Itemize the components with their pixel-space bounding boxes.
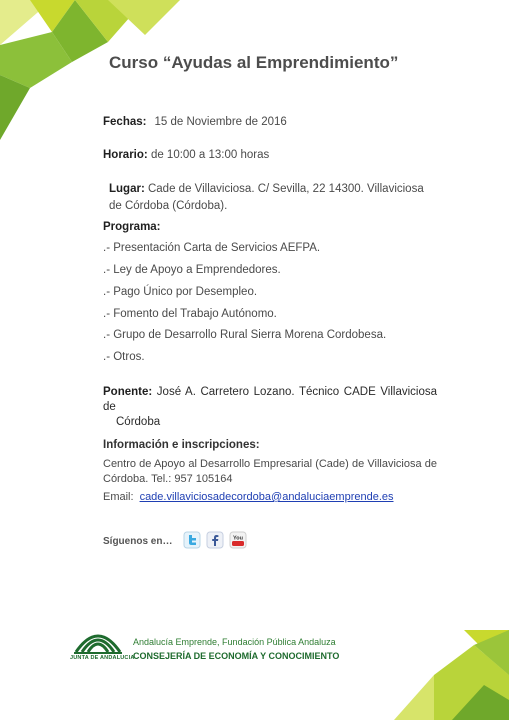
programa-item: .- Grupo de Desarrollo Rural Sierra Morena Cordobesa. [103, 329, 387, 341]
ponente-value: José A. Carretero Lozano. Técnico CADE Villaviciosa de [103, 386, 438, 413]
footer-line-2: CONSEJERÍA DE ECONOMÍA Y CONOCIMIENTO [133, 651, 340, 661]
junta-andalucia-logo [70, 622, 126, 656]
horario-value: de 10:00 a 13:00 horas [150, 149, 270, 161]
email-row [103, 491, 394, 503]
programa-heading [103, 221, 161, 233]
ponente-label: Ponente: [103, 386, 153, 398]
youtube-icon[interactable] [229, 531, 247, 549]
page-title: Curso “Ayudas al Emprendimiento” [109, 53, 399, 72]
social-label: Síguenos en… [103, 536, 173, 547]
informacion-text: Centro de Apoyo al Desarrollo Empresarial (Cade) de Villaviciosa de Córdoba. Tel.: 957 105164 [103, 458, 437, 485]
programa-item: .- Presentación Carta de Servicios AEFPA. [103, 242, 321, 254]
fechas-value: 15 de Noviembre de 2016 [154, 116, 287, 128]
lugar-label: Lugar: [109, 183, 145, 195]
programa-item: .- Ley de Apoyo a Emprendedores. [103, 264, 281, 276]
ponente-value-cont: Córdoba [116, 416, 161, 428]
email-link[interactable]: cade.villaviciosadecordoba@andaluciaemprende.es [139, 491, 394, 503]
programa-item: .- Fomento del Trabajo Autónomo. [103, 308, 277, 320]
programa-label: Programa: [103, 221, 161, 233]
twitter-icon[interactable] [183, 531, 201, 549]
fechas-label: Fechas: [103, 116, 147, 128]
programa-item: .- Pago Único por Desempleo. [103, 286, 258, 298]
footer-line-1: Andalucía Emprende, Fundación Pública Andaluza [133, 637, 336, 647]
horario-label: Horario: [103, 149, 148, 161]
informacion-heading: Información e inscripciones: [103, 439, 260, 451]
lugar-row [109, 181, 437, 215]
ponente-row [103, 385, 437, 430]
bottom-right-decoration [394, 630, 509, 720]
horario-row [103, 149, 269, 161]
junta-caption: JUNTA DE ANDALUCIA [70, 655, 135, 661]
lugar-value: Cade de Villaviciosa. C/ Sevilla, 22 14300. Villaviciosa de Córdoba (Córdoba). [109, 183, 424, 212]
email-label: Email: [103, 491, 134, 503]
fechas-row [103, 116, 287, 128]
youtube-icon-text: You [233, 535, 243, 542]
facebook-icon[interactable] [206, 531, 224, 549]
programa-item: .- Otros. [103, 351, 145, 363]
